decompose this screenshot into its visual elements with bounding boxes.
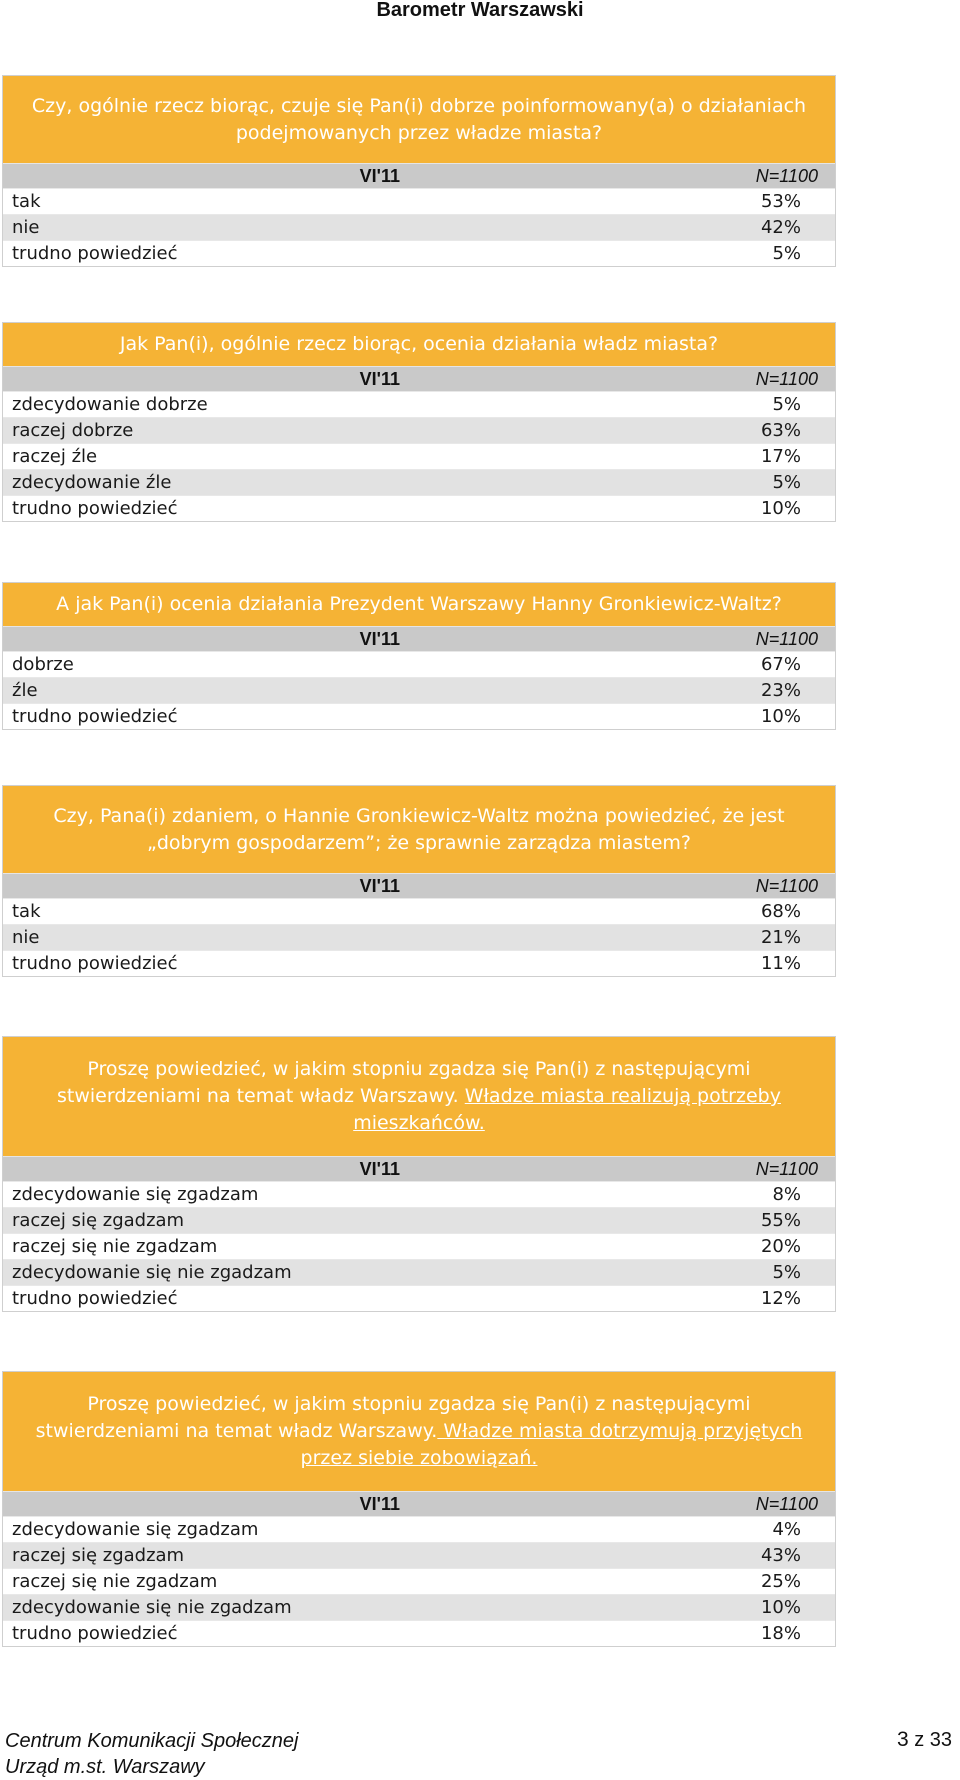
answer-label: zdecydowanie się nie zgadzam <box>12 1597 292 1618</box>
table-row <box>3 677 835 703</box>
answer-value: 11% <box>760 953 801 974</box>
table-row <box>3 651 835 677</box>
answer-label: raczej się zgadzam <box>12 1545 185 1566</box>
answer-value: 21% <box>760 927 801 948</box>
question-block-4 <box>2 785 836 977</box>
question-text: Jak Pan(i), ogólnie rzecz biorąc, ocenia działania władz miasta? <box>119 333 719 355</box>
table-row <box>3 1233 835 1259</box>
answer-label: trudno powiedzieć <box>12 706 178 727</box>
question-block-2 <box>2 322 836 522</box>
answer-label: zdecydowanie się nie zgadzam <box>12 1262 292 1283</box>
answer-value: 18% <box>760 1623 801 1644</box>
sample-size-label: N=1100 <box>755 1493 818 1514</box>
answer-value: 8% <box>772 1184 801 1205</box>
question-text-plain: Proszę powiedzieć, w jakim stopniu zgadza się Pan(i) z następującymi stwierdzeniami na temat władz Warszawy. <box>57 1058 751 1107</box>
question-header <box>3 323 835 367</box>
answer-list <box>3 1181 835 1311</box>
column-header-row <box>3 1492 835 1516</box>
page-number: 3 <box>896 1728 909 1751</box>
answer-value: 68% <box>760 901 801 922</box>
column-header-row <box>3 164 835 188</box>
question-text: Czy, ogólnie rzecz biorąc, czuje się Pan(i) dobrze poinformowany(a) o działaniach podejmowanych przez władze miasta? <box>31 94 807 144</box>
table-row <box>3 469 835 495</box>
question-block-5 <box>2 1036 836 1312</box>
answer-label: tak <box>12 901 41 922</box>
table-row <box>3 1181 835 1207</box>
answer-value: 67% <box>760 654 801 675</box>
answer-value: 10% <box>760 706 801 727</box>
answer-list <box>3 898 835 976</box>
answer-value: 55% <box>760 1210 801 1231</box>
table-row <box>3 1285 835 1311</box>
question-header <box>3 76 835 164</box>
answer-value: 42% <box>760 217 801 238</box>
answer-list <box>3 391 835 521</box>
answer-value: 10% <box>760 498 801 519</box>
answer-label: trudno powiedzieć <box>12 1623 178 1644</box>
answer-label: nie <box>12 217 40 238</box>
answer-label: raczej źle <box>12 446 98 467</box>
answer-list <box>3 1516 835 1646</box>
answer-label: zdecydowanie dobrze <box>12 394 208 415</box>
table-row <box>3 1620 835 1646</box>
sample-size-label: N=1100 <box>755 1158 818 1179</box>
table-row <box>3 495 835 521</box>
question-text: A jak Pan(i) ocenia działania Prezydent Warszawy Hanny Gronkiewicz-Waltz? <box>56 593 782 615</box>
answer-value: 5% <box>772 394 801 415</box>
answer-label: trudno powiedzieć <box>12 953 178 974</box>
question-text <box>19 1391 819 1472</box>
table-row <box>3 1542 835 1568</box>
answer-value: 63% <box>760 420 801 441</box>
answer-value: 25% <box>760 1571 801 1592</box>
page-total: z 33 <box>914 1729 952 1751</box>
answer-value: 5% <box>772 1262 801 1283</box>
table-row <box>3 1259 835 1285</box>
answer-value: 5% <box>772 243 801 264</box>
footer-organization <box>5 1728 298 1780</box>
answer-value: 53% <box>760 191 801 212</box>
answer-value: 12% <box>760 1288 801 1309</box>
answer-label: dobrze <box>12 654 74 675</box>
answer-value: 4% <box>772 1519 801 1540</box>
footer-page-indicator <box>897 1728 952 1752</box>
table-row <box>3 703 835 729</box>
question-header <box>3 1037 835 1157</box>
table-row <box>3 950 835 976</box>
sample-size-label: N=1100 <box>755 368 818 389</box>
period-label: VI'11 <box>359 368 400 389</box>
footer-org-line-1: Centrum Komunikacji Społecznej <box>5 1730 299 1752</box>
period-label: VI'11 <box>359 165 400 186</box>
column-header-row <box>3 874 835 898</box>
period-label: VI'11 <box>359 875 400 896</box>
answer-value: 5% <box>772 472 801 493</box>
question-text-underlined: Władze miasta dotrzymują przyjętych przez siebie zobowiązań. <box>300 1420 803 1469</box>
question-block-3 <box>2 582 836 730</box>
question-text-underlined: Władze miasta realizują potrzeby mieszkańców. <box>353 1085 781 1134</box>
answer-label: zdecydowanie się zgadzam <box>12 1519 259 1540</box>
question-text-plain: Proszę powiedzieć, w jakim stopniu zgadza się Pan(i) z następującymi stwierdzeniami na temat władz Warszawy. <box>35 1393 751 1442</box>
answer-label: raczej dobrze <box>12 420 134 441</box>
answer-label: raczej się nie zgadzam <box>12 1571 218 1592</box>
column-header-row <box>3 1157 835 1181</box>
answer-value: 20% <box>760 1236 801 1257</box>
column-header-row <box>3 627 835 651</box>
answer-list <box>3 651 835 729</box>
question-block-6 <box>2 1371 836 1647</box>
answer-value: 23% <box>760 680 801 701</box>
answer-label: zdecydowanie się zgadzam <box>12 1184 259 1205</box>
table-row <box>3 214 835 240</box>
answer-label: tak <box>12 191 41 212</box>
answer-label: źle <box>12 680 38 701</box>
table-row <box>3 1207 835 1233</box>
page-title: Barometr Warszawski <box>376 0 584 21</box>
answer-label: raczej się nie zgadzam <box>12 1236 218 1257</box>
answer-label: nie <box>12 927 40 948</box>
answer-label: zdecydowanie źle <box>12 472 172 493</box>
table-row <box>3 1516 835 1542</box>
column-header-row <box>3 367 835 391</box>
table-row <box>3 417 835 443</box>
answer-value: 43% <box>760 1545 801 1566</box>
footer-org-line-2: Urząd m.st. Warszawy <box>5 1756 205 1778</box>
period-label: VI'11 <box>359 628 400 649</box>
table-row <box>3 443 835 469</box>
answer-label: trudno powiedzieć <box>12 1288 178 1309</box>
period-label: VI'11 <box>359 1158 400 1179</box>
table-row <box>3 898 835 924</box>
table-row <box>3 924 835 950</box>
sample-size-label: N=1100 <box>755 628 818 649</box>
question-header <box>3 786 835 874</box>
question-text <box>19 1056 819 1137</box>
question-header <box>3 583 835 627</box>
question-header <box>3 1372 835 1492</box>
question-block-1 <box>2 75 836 267</box>
answer-value: 17% <box>760 446 801 467</box>
answer-list <box>3 188 835 266</box>
question-text: Czy, Pana(i) zdaniem, o Hannie Gronkiewicz-Waltz można powiedzieć, że jest „dobrym gospodarzem”; że sprawnie zarządza miastem? <box>53 804 785 854</box>
answer-label: trudno powiedzieć <box>12 498 178 519</box>
table-row <box>3 240 835 266</box>
answer-value: 10% <box>760 1597 801 1618</box>
table-row <box>3 188 835 214</box>
period-label: VI'11 <box>359 1493 400 1514</box>
answer-label: raczej się zgadzam <box>12 1210 185 1231</box>
answer-label: trudno powiedzieć <box>12 243 178 264</box>
table-row <box>3 1568 835 1594</box>
table-row <box>3 1594 835 1620</box>
sample-size-label: N=1100 <box>755 165 818 186</box>
sample-size-label: N=1100 <box>755 875 818 896</box>
table-row <box>3 391 835 417</box>
